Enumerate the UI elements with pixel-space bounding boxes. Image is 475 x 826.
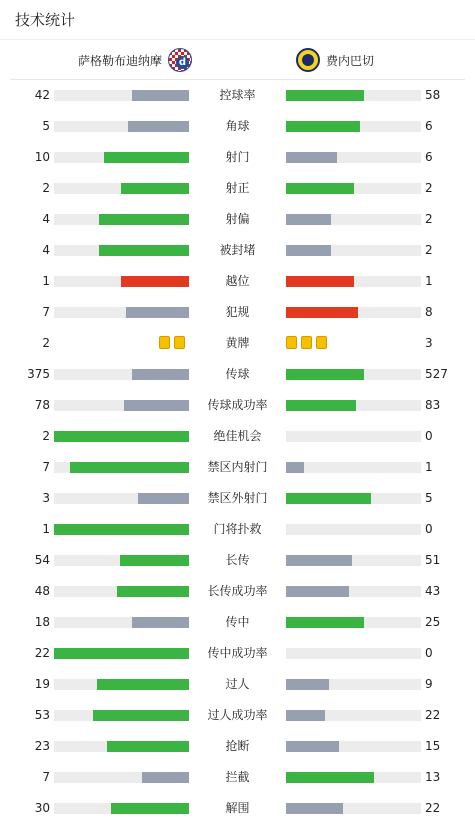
stat-label: 越位 <box>225 274 250 288</box>
away-bar-track <box>286 555 421 566</box>
away-bar-fill <box>286 276 354 287</box>
stat-label: 传球 <box>225 367 250 381</box>
away-bar-fill <box>286 803 343 814</box>
away-value: 8 <box>425 305 433 319</box>
home-bar-fill <box>138 493 189 504</box>
home-bar-track <box>54 214 189 225</box>
home-bar-track <box>54 462 189 473</box>
away-value: 15 <box>425 739 441 753</box>
stat-row <box>0 297 475 328</box>
away-value: 0 <box>425 522 433 536</box>
home-bar-track <box>54 586 189 597</box>
away-value: 58 <box>425 88 441 102</box>
home-value: 2 <box>42 336 50 350</box>
away-bar-track <box>286 152 421 163</box>
away-bar-track <box>286 90 421 101</box>
home-bar-fill <box>70 462 189 473</box>
stat-row <box>0 452 475 483</box>
home-bar-fill <box>99 214 189 225</box>
away-value: 13 <box>425 770 441 784</box>
stat-label: 门将扑救 <box>213 522 262 536</box>
stat-label: 禁区外射门 <box>207 491 268 505</box>
home-bar-fill <box>132 369 189 380</box>
away-bar-track <box>286 400 421 411</box>
home-value: 19 <box>34 677 50 691</box>
stat-row <box>0 607 475 638</box>
stat-label: 犯规 <box>225 305 250 319</box>
away-bar-fill <box>286 555 352 566</box>
stat-row <box>0 204 475 235</box>
away-bar-track <box>286 586 421 597</box>
away-bar-track <box>286 183 421 194</box>
home-value: 2 <box>42 429 50 443</box>
stat-row <box>0 173 475 204</box>
home-bar-fill <box>128 121 189 132</box>
away-bar-track <box>286 679 421 690</box>
home-value: 7 <box>42 305 50 319</box>
away-team-name: 费内巴切 <box>326 53 375 68</box>
stat-label: 过人成功率 <box>207 708 268 722</box>
stat-label: 传球成功率 <box>207 398 268 412</box>
away-bar-track <box>286 772 421 783</box>
stat-row <box>0 669 475 700</box>
home-bar-fill <box>93 710 189 721</box>
teams-header <box>10 40 465 80</box>
home-bar-track <box>54 369 189 380</box>
home-bar-fill <box>121 276 189 287</box>
away-bar-fill <box>286 245 331 256</box>
away-value: 51 <box>425 553 441 567</box>
away-bar-track <box>286 121 421 132</box>
home-bar-track <box>54 400 189 411</box>
home-bar-fill <box>132 617 189 628</box>
home-team-name: 萨格勒布迪纳摩 <box>78 53 163 68</box>
stat-label: 角球 <box>225 119 250 133</box>
home-value: 4 <box>42 243 50 257</box>
away-bar-track <box>286 462 421 473</box>
stat-label: 拦截 <box>225 770 250 784</box>
stat-row <box>0 111 475 142</box>
away-bar-fill <box>286 741 339 752</box>
home-bar-fill <box>54 431 189 442</box>
away-value: 1 <box>425 274 433 288</box>
away-bar-fill <box>286 90 364 101</box>
stat-label: 长传 <box>225 553 250 567</box>
home-value: 22 <box>34 646 50 660</box>
home-yellow-cards <box>159 336 189 349</box>
away-bar-track <box>286 710 421 721</box>
away-bar-fill <box>286 183 354 194</box>
stat-label: 传中 <box>225 615 250 629</box>
home-value: 1 <box>42 274 50 288</box>
home-team <box>78 40 198 80</box>
away-bar-track <box>286 803 421 814</box>
yellow-card-icon <box>301 336 312 349</box>
home-bar-fill <box>54 648 189 659</box>
away-bar-fill <box>286 772 374 783</box>
home-value: 4 <box>42 212 50 226</box>
home-bar-track <box>54 431 189 442</box>
yellow-card-icon <box>286 336 297 349</box>
home-bar-track <box>54 679 189 690</box>
home-bar-track <box>54 90 189 101</box>
stat-row <box>0 638 475 669</box>
home-value: 53 <box>34 708 50 722</box>
home-bar-track <box>54 152 189 163</box>
stat-label: 射门 <box>225 150 250 164</box>
yellow-card-icon <box>316 336 327 349</box>
away-value: 0 <box>425 429 433 443</box>
away-bar-track <box>286 431 421 442</box>
stat-label: 射偏 <box>225 212 250 226</box>
away-bar-track <box>286 741 421 752</box>
away-bar-track <box>286 245 421 256</box>
home-bar-track <box>54 741 189 752</box>
away-value: 6 <box>425 119 433 133</box>
stat-label: 被封堵 <box>219 243 256 257</box>
away-bar-track <box>286 369 421 380</box>
home-bar-fill <box>124 400 189 411</box>
away-value: 0 <box>425 646 433 660</box>
page-title: 技术统计 <box>0 0 475 40</box>
away-value: 2 <box>425 181 433 195</box>
away-bar-fill <box>286 617 364 628</box>
away-team <box>290 40 374 80</box>
home-value: 78 <box>34 398 50 412</box>
home-bar-fill <box>107 741 189 752</box>
stat-label: 长传成功率 <box>207 584 268 598</box>
away-value: 22 <box>425 708 441 722</box>
away-yellow-cards <box>286 336 327 349</box>
fenerbahce-badge-icon <box>296 48 320 72</box>
home-bar-fill <box>142 772 189 783</box>
home-bar-track <box>54 276 189 287</box>
away-value: 527 <box>425 367 448 381</box>
stat-row <box>0 390 475 421</box>
away-bar-fill <box>286 400 356 411</box>
away-value: 22 <box>425 801 441 815</box>
home-value: 3 <box>42 491 50 505</box>
stat-label: 过人 <box>225 677 250 691</box>
away-bar-fill <box>286 679 329 690</box>
home-bar-track <box>54 245 189 256</box>
away-value: 6 <box>425 150 433 164</box>
away-bar-track <box>286 276 421 287</box>
stat-label: 传中成功率 <box>207 646 268 660</box>
away-bar-track <box>286 524 421 535</box>
stat-label: 禁区内射门 <box>207 460 268 474</box>
away-bar-track <box>286 617 421 628</box>
away-bar-fill <box>286 121 360 132</box>
home-bar-fill <box>120 555 189 566</box>
stat-label: 射正 <box>225 181 250 195</box>
away-bar-track <box>286 493 421 504</box>
home-bar-track <box>54 524 189 535</box>
away-value: 5 <box>425 491 433 505</box>
home-value: 375 <box>27 367 50 381</box>
home-bar-fill <box>99 245 189 256</box>
home-bar-track <box>54 803 189 814</box>
home-bar-track <box>54 121 189 132</box>
away-value: 9 <box>425 677 433 691</box>
stat-row <box>0 545 475 576</box>
away-bar-fill <box>286 214 331 225</box>
home-bar-track <box>54 183 189 194</box>
home-bar-track <box>54 772 189 783</box>
stat-row <box>0 328 475 359</box>
home-bar-track <box>54 555 189 566</box>
home-value: 10 <box>34 150 50 164</box>
stat-row <box>0 700 475 731</box>
home-bar-track <box>54 617 189 628</box>
home-value: 30 <box>34 801 50 815</box>
away-value: 83 <box>425 398 441 412</box>
home-value: 18 <box>34 615 50 629</box>
home-value: 48 <box>34 584 50 598</box>
yellow-card-icon <box>174 336 185 349</box>
stat-row <box>0 359 475 390</box>
home-bar-fill <box>54 524 189 535</box>
dinamo-zagreb-badge-icon: d <box>168 48 192 72</box>
home-bar-fill <box>121 183 189 194</box>
home-value: 1 <box>42 522 50 536</box>
away-value: 2 <box>425 212 433 226</box>
away-bar-track <box>286 648 421 659</box>
away-value: 3 <box>425 336 433 350</box>
yellow-card-icon <box>159 336 170 349</box>
stat-label: 解围 <box>225 801 250 815</box>
away-bar-fill <box>286 307 358 318</box>
home-bar-fill <box>104 152 189 163</box>
stat-label: 控球率 <box>219 88 256 102</box>
home-value: 7 <box>42 460 50 474</box>
away-value: 43 <box>425 584 441 598</box>
away-value: 1 <box>425 460 433 474</box>
stat-row <box>0 421 475 452</box>
home-bar-fill <box>132 90 189 101</box>
home-value: 7 <box>42 770 50 784</box>
home-value: 5 <box>42 119 50 133</box>
home-value: 2 <box>42 181 50 195</box>
away-value: 2 <box>425 243 433 257</box>
away-bar-fill <box>286 493 371 504</box>
away-bar-fill <box>286 586 349 597</box>
home-value: 54 <box>34 553 50 567</box>
home-bar-fill <box>111 803 189 814</box>
stat-row <box>0 142 475 173</box>
home-bar-fill <box>117 586 189 597</box>
home-bar-track <box>54 648 189 659</box>
stat-label: 抢断 <box>225 739 250 753</box>
away-bar-fill <box>286 369 364 380</box>
away-value: 25 <box>425 615 441 629</box>
away-bar-fill <box>286 710 325 721</box>
home-bar-fill <box>126 307 189 318</box>
stat-row <box>0 235 475 266</box>
home-bar-track <box>54 493 189 504</box>
stat-row <box>0 514 475 545</box>
stat-row <box>0 793 475 824</box>
stat-row <box>0 266 475 297</box>
away-bar-fill <box>286 462 304 473</box>
home-bar-track <box>54 710 189 721</box>
away-bar-fill <box>286 152 337 163</box>
stat-label: 绝佳机会 <box>213 429 262 443</box>
home-value: 23 <box>34 739 50 753</box>
stat-row <box>0 576 475 607</box>
stat-row <box>0 731 475 762</box>
away-bar-track <box>286 214 421 225</box>
stat-label: 黄牌 <box>225 336 250 350</box>
stat-row <box>0 80 475 111</box>
stats-list <box>0 80 475 824</box>
home-bar-track <box>54 307 189 318</box>
away-bar-track <box>286 307 421 318</box>
stat-row <box>0 762 475 793</box>
home-bar-fill <box>97 679 189 690</box>
home-value: 42 <box>34 88 50 102</box>
stat-row <box>0 483 475 514</box>
